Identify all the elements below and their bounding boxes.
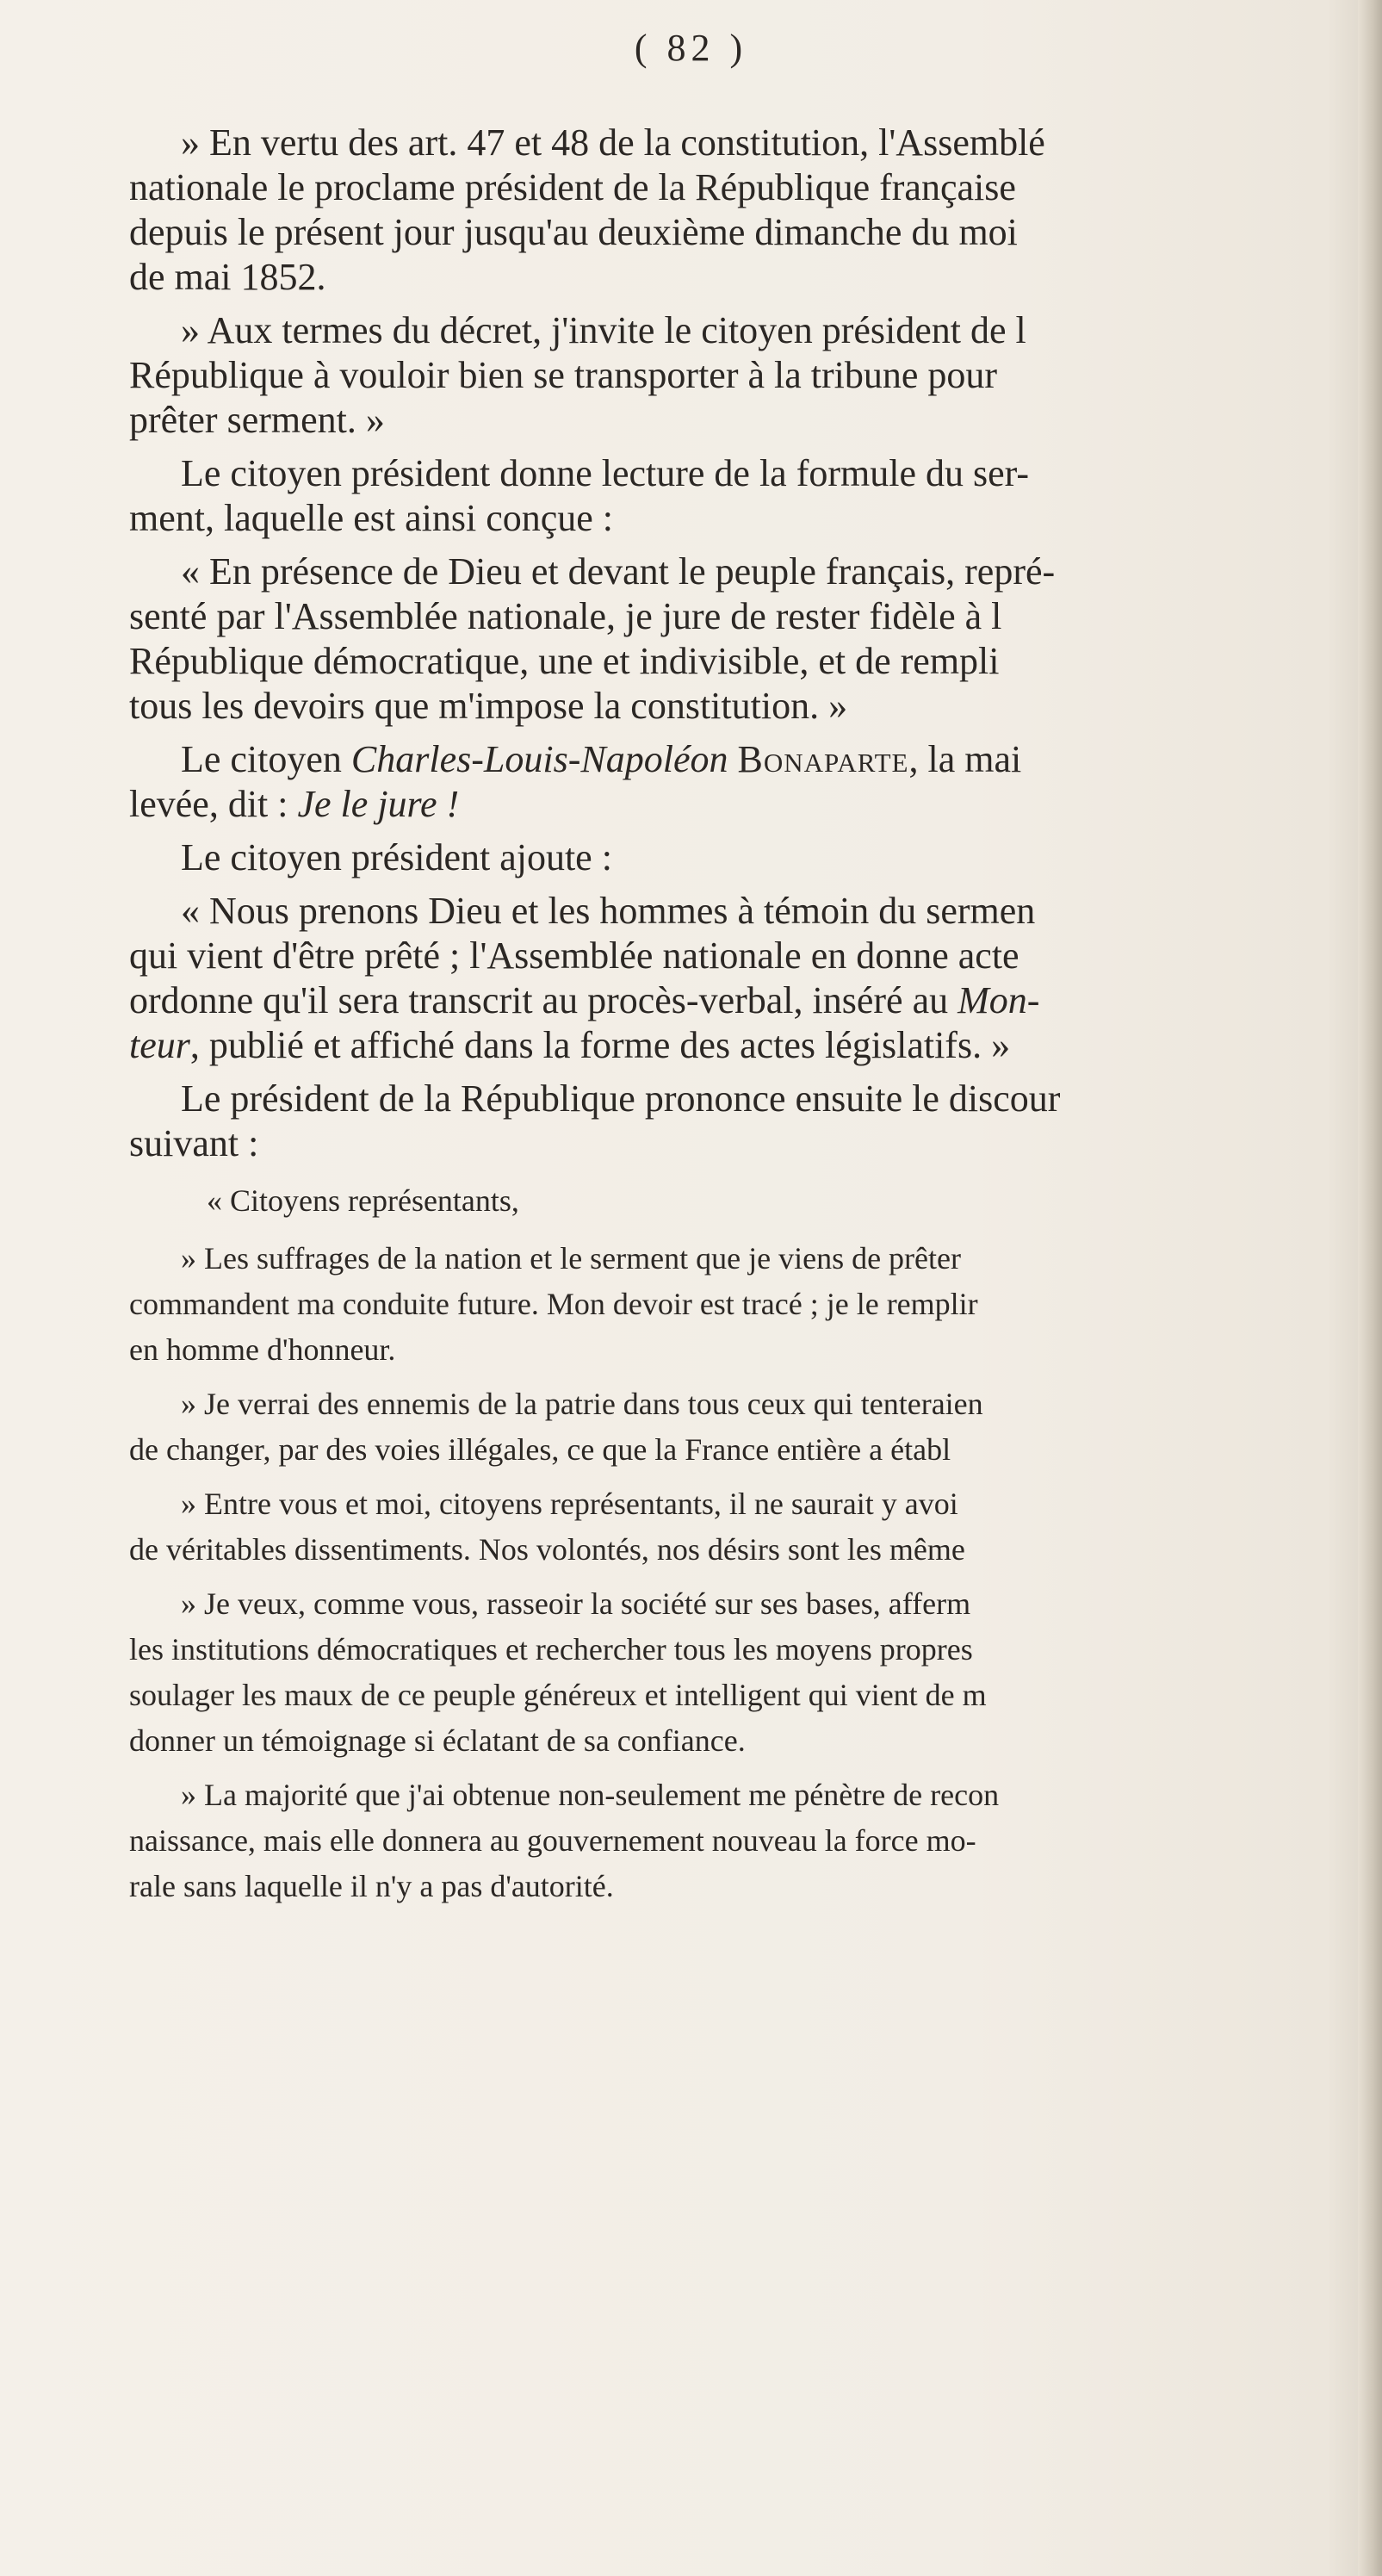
text-line: de véritables dissentiments. Nos volontés, nos désirs sont les même — [129, 1532, 965, 1567]
text-line: levée, dit : Je le jure ! — [129, 783, 460, 825]
text-line: » Je veux, comme vous, rasseoir la société sur ses bases, afferm — [181, 1586, 971, 1621]
text-line: teur, publié et affiché dans la forme des actes législatifs. » — [129, 1024, 1011, 1066]
text-line: Le citoyen président donne lecture de la formule du ser- — [181, 452, 1030, 494]
text-line: en homme d'honneur. — [129, 1332, 396, 1367]
paragraph — [129, 121, 1369, 300]
text-line: » Aux termes du décret, j'invite le citoyen président de l — [181, 309, 1026, 351]
page-text — [129, 27, 1369, 1909]
text-line: ordonne qu'il sera transcrit au procès-verbal, inséré au Mon- — [129, 979, 1040, 1021]
text-line: les institutions démocratiques et rechercher tous les moyens propres — [129, 1632, 973, 1667]
text-line: « Nous prenons Dieu et les hommes à témoin du sermen — [181, 890, 1036, 932]
text-line: République à vouloir bien se transporter à la tribune pour — [129, 354, 998, 396]
paragraph — [129, 549, 1369, 729]
text-line: de mai 1852. — [129, 256, 326, 298]
name-italic: Charles-Louis-Napoléon — [350, 738, 728, 780]
text-line: Le citoyen Charles-Louis-Napoléon Bonaparte, la mai — [181, 738, 1022, 780]
text-line: » La majorité que j'ai obtenue non-seulement me pénètre de recon — [181, 1778, 1000, 1812]
text-line: Le citoyen président ajoute : — [181, 836, 612, 878]
speech-paragraph — [129, 1481, 1369, 1573]
speech-text — [129, 1178, 1369, 1909]
text-line: prêter serment. » — [129, 399, 385, 441]
text-line: suivant : — [129, 1122, 259, 1164]
text-line: République démocratique, une et indivisible, et de rempli — [129, 640, 1000, 682]
text-line: Le président de la République prononce ensuite le discour — [181, 1077, 1061, 1120]
text-line: commandent ma conduite future. Mon devoir est tracé ; je le remplir — [129, 1287, 978, 1321]
text-line: rale sans laquelle il n'y a pas d'autorité. — [129, 1869, 614, 1903]
speech-paragraph — [129, 1236, 1369, 1373]
paragraph — [129, 835, 1369, 880]
text-line: nationale le proclame président de la République française — [129, 166, 1016, 208]
paragraph-oath — [129, 737, 1369, 827]
speech-paragraph — [129, 1772, 1369, 1909]
paragraph — [129, 1077, 1369, 1166]
text-line: depuis le présent jour jusqu'au deuxième dimanche du moi — [129, 211, 1018, 253]
text-line: qui vient d'être prêté ; l'Assemblée nationale en donne acte — [129, 934, 1019, 977]
text-line: » Les suffrages de la nation et le serment que je viens de prêter — [181, 1241, 961, 1276]
moniteur-italic: Mon- — [957, 979, 1040, 1021]
moniteur-italic-end: teur — [129, 1024, 190, 1066]
text-line: » Je verrai des ennemis de la patrie dans tous ceux qui tenteraien — [181, 1387, 983, 1421]
quote-italic: Je le jure ! — [297, 783, 460, 825]
surname-small-caps: Bonaparte — [737, 738, 909, 780]
text-line: senté par l'Assemblée nationale, je jure de rester fidèle à l — [129, 595, 1002, 637]
paragraph-moniteur — [129, 889, 1369, 1068]
text-line: soulager les maux de ce peuple généreux et intelligent qui vient de m — [129, 1678, 987, 1712]
speech-paragraph — [129, 1381, 1369, 1473]
text-line: » Entre vous et moi, citoyens représentants, il ne saurait y avoi — [181, 1487, 958, 1521]
paragraph — [129, 451, 1369, 541]
text-line: naissance, mais elle donnera au gouvernement nouveau la force mo- — [129, 1823, 976, 1858]
speech-salutation: « Citoyens représentants, — [207, 1183, 519, 1218]
paragraph — [129, 308, 1369, 443]
text-line: de changer, par des voies illégales, ce que la France entière a établ — [129, 1432, 951, 1467]
text-line: tous les devoirs que m'impose la constitution. » — [129, 685, 848, 727]
speech-paragraph — [129, 1581, 1369, 1764]
text-line: « En présence de Dieu et devant le peuple français, repré- — [181, 550, 1056, 593]
text-line: donner un témoignage si éclatant de sa confiance. — [129, 1723, 746, 1758]
main-text — [129, 121, 1369, 1166]
text-line: ment, laquelle est ainsi conçue : — [129, 497, 614, 539]
page-number: ( 82 ) — [634, 27, 748, 69]
text-line: » En vertu des art. 47 et 48 de la constitution, l'Assemblé — [181, 121, 1045, 164]
